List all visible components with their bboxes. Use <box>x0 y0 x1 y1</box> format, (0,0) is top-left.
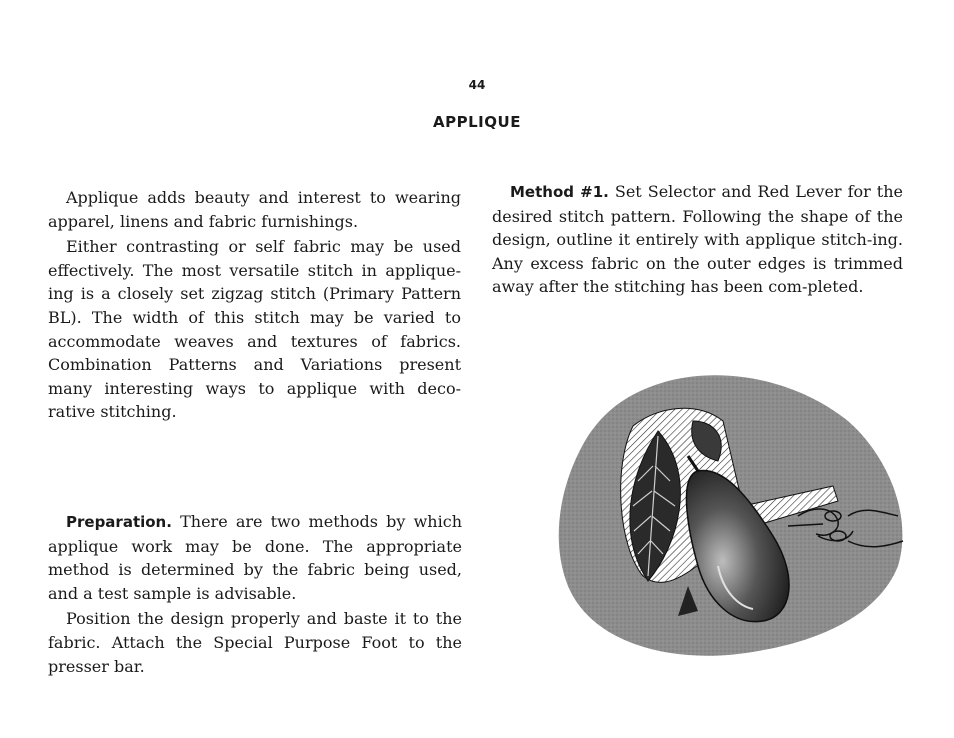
page-number: 44 <box>468 78 486 92</box>
page-title: APPLIQUE <box>433 113 521 131</box>
method-1-text: Set Selector and Red Lever for the desired stitch pattern. Following the shape of the design, outline it entirely with applique stitch-ing. Any excess fabric on the outer edges is trimmed away after the stitching has been com-pleted. <box>492 182 904 297</box>
preparation-paragraph-1 <box>48 510 462 605</box>
applique-illustration <box>548 366 906 666</box>
preparation-section <box>48 510 462 678</box>
method-1-section <box>492 180 903 299</box>
method-1-paragraph <box>492 180 903 299</box>
preparation-paragraph-2: Position the design properly and baste it to the fabric. Attach the Special Purpose Foot to the presser bar. <box>48 609 462 676</box>
preparation-heading: Preparation. <box>66 513 172 531</box>
intro-paragraph-1: Applique adds beauty and interest to wearing apparel, linens and fabric furnishings. <box>48 188 461 231</box>
preparation-text: There are two methods by which applique work may be done. The appropriate method is determined by the fabric being used, and a test sample is advisable. <box>48 512 462 603</box>
intro-section <box>48 186 461 424</box>
intro-paragraph-2: Either contrasting or self fabric may be used effectively. The most versatile stitch in applique-ing is a closely set zigzag stitch (Primary Pattern BL). The width of this stitch may be varied to accommodate weaves and textures of fabrics. Combination Patterns and Variations present many interesting ways to applique with deco-rative stitching. <box>48 237 461 422</box>
method-1-heading: Method #1. <box>510 183 609 201</box>
